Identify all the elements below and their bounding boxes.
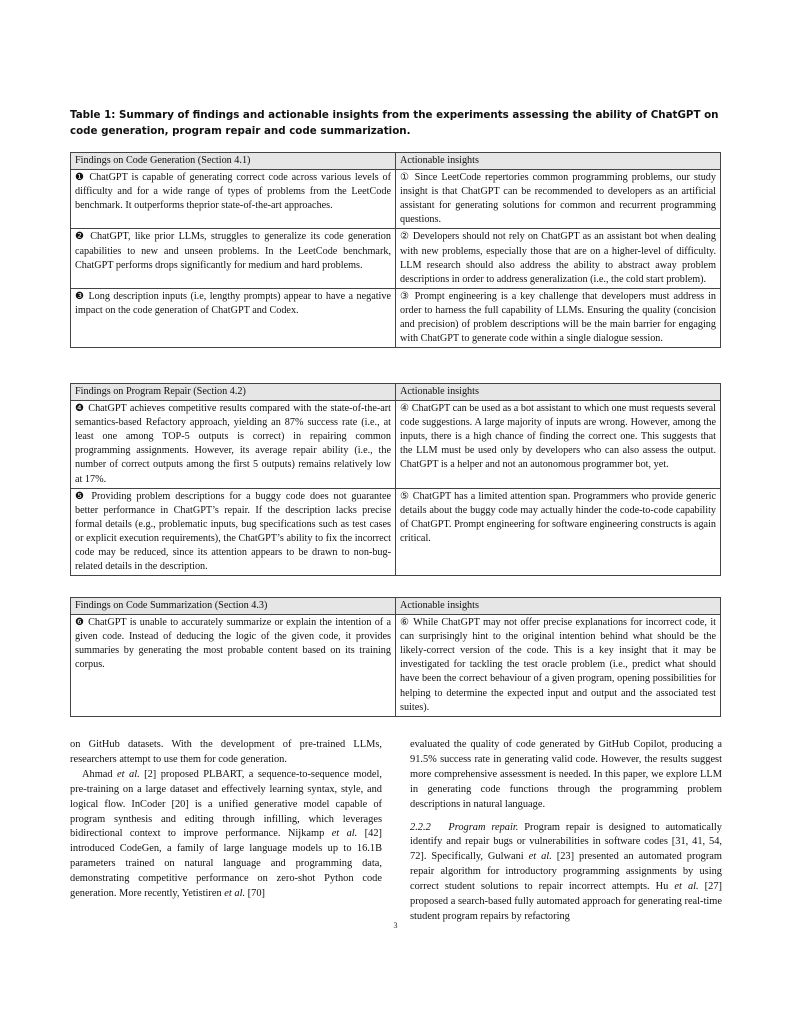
- right-text-column: [410, 738, 722, 925]
- insight-cell: ③ Prompt engineering is a key challenge that developers must address in order to harness the full capability of LLMs. Ensuring the quality (concision and precision) of problem descriptions will be the main barrier for engaging with ChatGPT to generate code within a single dialogue session.: [396, 288, 721, 347]
- table-row: [71, 170, 721, 229]
- table-row: [71, 229, 721, 288]
- table-row: [71, 615, 721, 717]
- insight-cell: ② Developers should not rely on ChatGPT as an assistant bot when dealing with new problems, especially those that are on a higher-level of difficulty. LLM research should also address the ability to abstract away problem descriptions in order to address generalization (i.e., the cold start problem).: [396, 229, 721, 288]
- finding-cell: ❺ Providing problem descriptions for a buggy code does not guarantee better performance in ChatGPT’s repair. If the description lacks precise formal details (e.g., problematic inputs, bug specifications such as test cases or explicit execution requirements), the ChatGPT’s ability to fix the incorrect code may be reduced, since its attention appears to be drawn to non-bug-related details in the description.: [71, 488, 396, 576]
- left-text-column: [70, 738, 382, 902]
- code-generation-table: [70, 152, 720, 348]
- paragraph: on GitHub datasets. With the development of pre-trained LLMs, researchers attempt to use them for code generation.: [70, 739, 382, 765]
- subsection-number: 2.2.2: [410, 821, 431, 833]
- text-run: [70]: [245, 888, 265, 900]
- subsection-paragraph: [410, 821, 722, 925]
- insight-cell: ① Since LeetCode repertories common programming problems, our study insight is that ChatGPT can be recommended to developers as an artificial assistant for generating solutions for common and recurrent programming questions.: [396, 170, 721, 229]
- insights-header: Actionable insights: [396, 384, 721, 401]
- subsection-title: Program repair.: [448, 821, 519, 833]
- code-summarization-table: [70, 597, 720, 717]
- insights-header: Actionable insights: [396, 598, 721, 615]
- finding-cell: ❷ ChatGPT, like prior LLMs, struggles to generalize its code generation capabilities to new and unseen problems. In the LeetCode benchmark, ChatGPT performs drops significantly for medium and hard problems.: [71, 229, 396, 288]
- text-run: [42] introduced CodeGen, a family of large language models up to 16.1B parameters trained on natural language and programming data, demonstrating competitive performance on zero-shot Python code generation. More recently, Yetistiren: [70, 828, 382, 900]
- insight-cell: ⑤ ChatGPT has a limited attention span. Programmers who provide generic details about the buggy code may actually hinder the code-to-code capability of ChatGPT. Prompt engineering for software engineering constructs is again critical.: [396, 488, 721, 576]
- text-run: [27] proposed a search-based fully automated approach for generating real-time student program repairs by refactoring: [410, 881, 722, 922]
- findings-header: Findings on Code Generation (Section 4.1): [71, 153, 396, 170]
- insight-cell: ④ ChatGPT can be used as a bot assistant to which one must requests several code suggestions. A large majority of inputs are wrong. However, among the inputs, there is a high chance of finding the correct one. This suggests that the LLM must be used only by developers who can also assess the output. ChatGPT is a helper and not an autonomous programmer bot, yet.: [396, 401, 721, 489]
- insights-header: Actionable insights: [396, 153, 721, 170]
- finding-cell: ❶ ChatGPT is capable of generating correct code across various levels of difficulty and for a wide range of types of problems from the LeetCode benchmark. It outperforms theprior state-of-the-art approaches.: [71, 170, 396, 229]
- text-run: Ahmad: [82, 768, 118, 780]
- paragraph: evaluated the quality of code generated by GitHub Copilot, producing a 91.5% success rate in generating valid code. However, the results suggest more comprehensive assessment is needed. In this paper, we explore LLM in generating code functions through the programming problem descriptions in natural language.: [410, 739, 722, 810]
- page-number: 3: [393, 921, 398, 930]
- program-repair-table: [70, 383, 720, 576]
- insight-cell: ⑥ While ChatGPT may not offer precise explanations for incorrect code, it can surprisingly hint to the original intention behind what should be the likely-correct version of the code. This is a key insight that it may be investigated for tackling the test oracle problem (i.e., predict what should have been the correct behaviour of a given program, opening possibilities for helping to determine the expected input and output and the associated test suites).: [396, 615, 721, 717]
- findings-header: Findings on Program Repair (Section 4.2): [71, 384, 396, 401]
- table-row: [71, 488, 721, 576]
- table-row: [71, 288, 721, 347]
- paragraph: [70, 768, 382, 902]
- finding-cell: ❸ Long description inputs (i.e, lengthy prompts) appear to have a negative impact on the code generation of ChatGPT and Codex.: [71, 288, 396, 347]
- text-run: [23] presented an automated program repair algorithm for introductory programming assignments by using correct student solutions to repair incorrect attempts. Hu: [410, 851, 722, 893]
- text-run-italic: et al.: [117, 768, 140, 780]
- text-run: Program repair is designed to automatically identify and repair bugs or vulnerabilities in software codes [31, 41, 54, 72]. Specifically, Gulwani: [410, 821, 722, 863]
- table-row: [71, 401, 721, 489]
- text-run: [2] proposed PLBART, a sequence-to-sequence model, pre-training on a large dataset and effectively learning syntax, style, and logical flow. InCoder [20] is a unified generative model capable of program synthesis and editing through infilling, which leverages bidirectional context to improve performance. Nijkamp: [70, 768, 383, 840]
- findings-header: Findings on Code Summarization (Section 4.3): [71, 598, 396, 615]
- text-run-italic: et al.: [224, 888, 246, 900]
- table-caption: Table 1: Summary of findings and actionable insights from the experiments assessing the ability of ChatGPT on code generation, program repair and code summarization.: [70, 109, 719, 137]
- finding-cell: ❹ ChatGPT achieves competitive results compared with the state-of-the-art semantics-based Refactory approach, yielding an 87% success rate (i.e., at least one among TOP-5 outputs is correct) in repairing common programming assignments. However, its average repair ability (i.e., the number of correct outputs among the first 5 outputs) remains relatively low at 17%.: [71, 401, 396, 489]
- text-run-italic: et al.: [528, 851, 552, 863]
- text-run-italic: et al.: [674, 881, 699, 893]
- text-run-italic: et al.: [331, 828, 358, 840]
- finding-cell: ❻ ChatGPT is unable to accurately summarize or explain the intention of a given code. Instead of deducing the logic of the given code, it provides summaries by generating the most probable content based on its training corpus.: [71, 615, 396, 717]
